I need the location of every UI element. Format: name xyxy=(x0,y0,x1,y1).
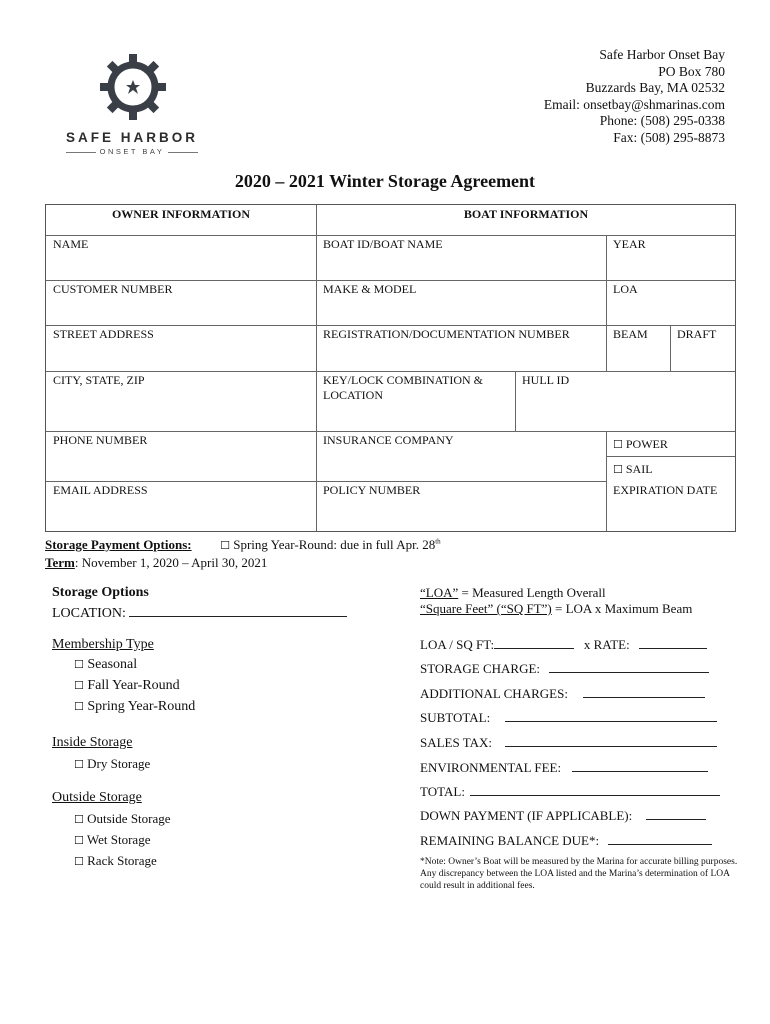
address-email: Email: onsetbay@shmarinas.com xyxy=(543,96,725,112)
fall-year-round-checkbox[interactable]: ☐ Fall Year-Round xyxy=(74,678,180,693)
sqft-definition: “Square Feet” (“SQ FT”) = LOA x Maximum Beam xyxy=(420,601,693,616)
sales-tax-line[interactable]: SALES TAX: xyxy=(420,733,717,751)
checkbox-icon: ☐ xyxy=(74,700,84,713)
down-payment-line[interactable]: DOWN PAYMENT (IF APPLICABLE): xyxy=(420,806,706,824)
checkbox-icon: ☐ xyxy=(74,658,84,671)
beam-field[interactable]: BEAM xyxy=(613,327,648,341)
storage-options-heading: Storage Options xyxy=(52,585,149,600)
owner-info-header: OWNER INFORMATION xyxy=(111,207,251,221)
remaining-balance-line[interactable]: REMAINING BALANCE DUE*: xyxy=(420,831,712,849)
dry-storage-checkbox[interactable]: ☐ Dry Storage xyxy=(74,756,151,771)
storage-charge-line[interactable]: STORAGE CHARGE: xyxy=(420,659,709,677)
insurance-company-field[interactable]: INSURANCE COMPANY xyxy=(323,433,454,447)
checkbox-icon: ☐ xyxy=(74,679,84,692)
policy-number-field[interactable]: POLICY NUMBER xyxy=(323,483,421,497)
total-line[interactable]: TOTAL: xyxy=(420,782,720,800)
outside-storage-heading: Outside Storage xyxy=(52,790,142,805)
additional-charges-line[interactable]: ADDITIONAL CHARGES: xyxy=(420,684,705,702)
safe-harbor-logo xyxy=(62,52,207,162)
brand-name: SAFE HARBOR xyxy=(65,130,198,145)
year-field[interactable]: YEAR xyxy=(613,237,646,251)
storage-payment-options xyxy=(45,537,441,553)
customer-number-field[interactable]: CUSTOMER NUMBER xyxy=(53,282,173,296)
wet-storage-checkbox[interactable]: ☐ Wet Storage xyxy=(74,832,151,847)
city-state-zip-field[interactable]: CITY, STATE, ZIP xyxy=(53,373,145,387)
key-lock-field[interactable]: KEY/LOCK COMBINATION & LOCATION xyxy=(323,373,483,402)
loa-definition: “LOA” = Measured Length Overall xyxy=(420,585,606,600)
outside-storage-checkbox[interactable]: ☐ Outside Storage xyxy=(74,811,171,826)
power-checkbox[interactable]: ☐ POWER xyxy=(613,437,668,451)
phone-number-field[interactable]: PHONE NUMBER xyxy=(53,433,148,447)
subtotal-line[interactable]: SUBTOTAL: xyxy=(420,708,717,726)
checkbox-icon: ☐ xyxy=(74,855,84,868)
address-line: Buzzards Bay, MA 02532 xyxy=(585,80,725,96)
loa-sqft-rate-line[interactable]: LOA / SQ FT: x RATE: xyxy=(420,635,707,653)
checkbox-icon: ☐ xyxy=(220,539,230,552)
storage-term: Term: November 1, 2020 – April 30, 2021 xyxy=(45,555,268,570)
loa-measurement-note: *Note: Owner’s Boat will be measured by the Marina for accurate billing purposes. Any discrepancy between the LOA listed and the Marina’s determination of LOA could result in additional fees. xyxy=(420,857,738,891)
address-fax: Fax: (508) 295-8873 xyxy=(613,129,725,145)
draft-field[interactable]: DRAFT xyxy=(677,327,717,341)
boat-id-field[interactable]: BOAT ID/BOAT NAME xyxy=(323,237,443,251)
spring-year-round-checkbox[interactable]: ☐ Spring Year-Round: due in full Apr. 28th xyxy=(220,537,441,552)
owner-boat-info-table xyxy=(45,204,736,532)
checkbox-icon: ☐ xyxy=(613,463,623,476)
hull-id-field[interactable]: HULL ID xyxy=(522,373,570,387)
inside-storage-heading: Inside Storage xyxy=(52,735,133,750)
expiration-date-field[interactable]: EXPIRATION DATE xyxy=(613,483,718,497)
sail-checkbox[interactable]: ☐ SAIL xyxy=(613,462,653,476)
name-field[interactable]: NAME xyxy=(53,237,89,251)
address-phone: Phone: (508) 295-0338 xyxy=(599,113,725,129)
checkbox-icon: ☐ xyxy=(613,438,623,451)
seasonal-checkbox[interactable]: ☐ Seasonal xyxy=(74,657,138,672)
address-line: PO Box 780 xyxy=(658,63,725,79)
membership-type-heading: Membership Type xyxy=(52,637,154,652)
loa-field[interactable]: LOA xyxy=(613,282,638,296)
boat-info-header: BOAT INFORMATION xyxy=(463,207,589,221)
registration-field[interactable]: REGISTRATION/DOCUMENTATION NUMBER xyxy=(323,327,570,341)
marina-address xyxy=(544,47,725,147)
payment-options-label: Storage Payment Options: xyxy=(45,537,192,552)
page-title: 2020 – 2021 Winter Storage Agreement xyxy=(234,171,536,191)
brand-subtitle: ONSET BAY xyxy=(62,147,202,156)
checkbox-icon: ☐ xyxy=(74,834,84,847)
street-address-field[interactable]: STREET ADDRESS xyxy=(53,327,154,341)
address-line: Safe Harbor Onset Bay xyxy=(599,47,725,62)
rack-storage-checkbox[interactable]: ☐ Rack Storage xyxy=(74,853,157,868)
spring-year-round-membership-checkbox[interactable]: ☐ Spring Year-Round xyxy=(74,699,196,714)
environmental-fee-line[interactable]: ENVIRONMENTAL FEE: xyxy=(420,758,708,776)
make-model-field[interactable]: MAKE & MODEL xyxy=(323,282,417,296)
checkbox-icon: ☐ xyxy=(74,813,84,826)
checkbox-icon: ☐ xyxy=(74,758,84,771)
email-address-field[interactable]: EMAIL ADDRESS xyxy=(53,483,148,497)
term-label: Term xyxy=(45,555,75,570)
location-field[interactable]: LOCATION: xyxy=(52,603,347,622)
